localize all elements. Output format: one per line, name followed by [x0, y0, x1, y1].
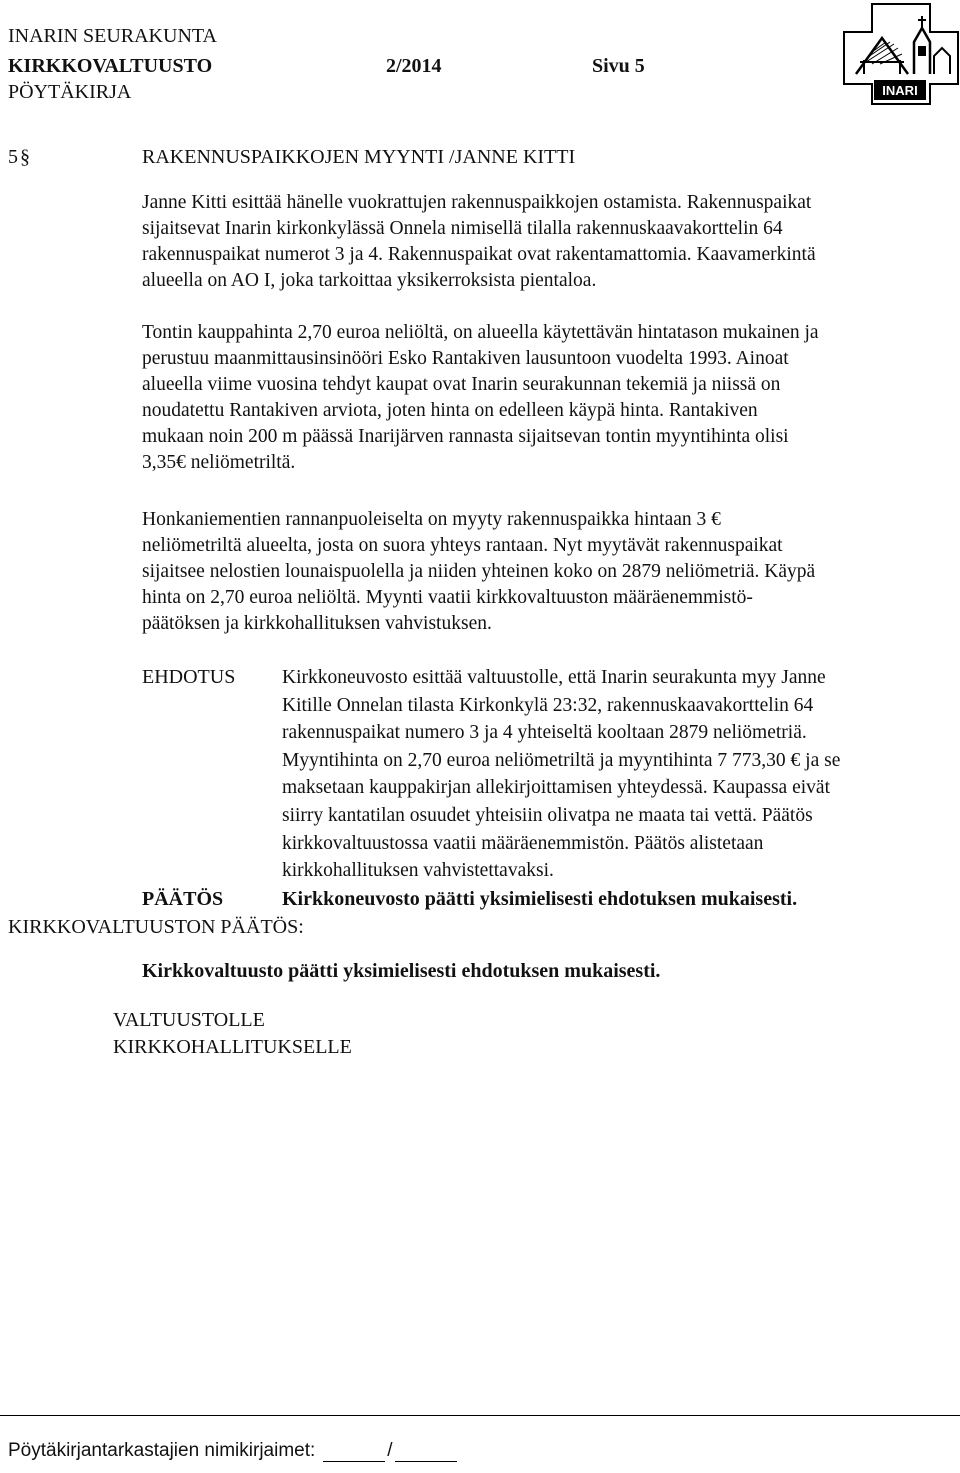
section-symbol: §	[20, 146, 30, 168]
text-line: päätöksen ja kirkkohallituksen vahvistuksen.	[142, 613, 492, 634]
text-line: Myyntihinta on 2,70 euroa neliömetriltä ja myyntihinta 7 773,30 € ja se	[282, 749, 841, 771]
paragraph-price	[142, 320, 942, 476]
body-name: KIRKKOVALTUUSTO	[8, 55, 213, 77]
text-line: kirkkovaltuustossa vaatii määräenemmistön. Päätös alistetaan	[282, 832, 764, 854]
initials-field-2[interactable]	[395, 1442, 457, 1462]
text-line: noudatettu Rantakiven arviota, joten hinta on edelleen käypä hinta. Rantakiven	[142, 400, 758, 421]
section-title: RAKENNUSPAIKKOJEN MYYNTI /JANNE KITTI	[142, 146, 576, 168]
proposal-text	[282, 664, 952, 885]
decision-text: Kirkkoneuvosto päätti yksimielisesti ehdotuksen mukaisesti.	[282, 888, 798, 910]
text-line: rakennuspaikat numero 3 ja 4 yhteiseltä kooltaan 2879 neliömetriä.	[282, 722, 807, 744]
footer-separator: /	[387, 1440, 393, 1461]
text-line: alueella viime vuosina tehdyt kaupat ovat Inarin seurakunnan tekemiä ja niissä on	[142, 374, 781, 395]
text-line: Kitille Onnelan tilasta Kirkonkylä 23:32, rakennuskaavakorttelin 64	[282, 694, 814, 716]
logo-label: INARI	[882, 83, 918, 98]
issue-number: 2/2014	[386, 55, 442, 77]
paragraph-intro	[142, 190, 942, 294]
org-name: INARIN SEURAKUNTA	[8, 25, 217, 47]
recipient-church-board: KIRKKOHALLITUKSELLE	[113, 1036, 352, 1058]
text-line: mukaan noin 200 m päässä Inarijärven rannasta sijaitsevan tontin myyntihinta olisi	[142, 426, 789, 447]
doc-type: PÖYTÄKIRJA	[8, 81, 132, 103]
recipient-council: VALTUUSTOLLE	[113, 1009, 265, 1031]
council-decision-text: Kirkkovaltuusto päätti yksimielisesti ehdotuksen mukaisesti.	[142, 960, 661, 982]
church-cross-logo	[842, 2, 960, 106]
proposal-label: EHDOTUS	[142, 666, 236, 688]
text-line: Kirkkoneuvosto esittää valtuustolle, että Inarin seurakunta myy Janne	[282, 667, 826, 688]
decision-label: PÄÄTÖS	[142, 888, 224, 910]
text-line: neliömetriltä alueelta, josta on suora yhteys rantaan. Nyt myytävät rakennuspaikat	[142, 535, 783, 556]
initials-field-1[interactable]	[323, 1442, 385, 1462]
text-line: sijaitsee nelostien lounaispuolella ja niiden yhteinen koko on 2879 neliömetriä. Käypä	[142, 561, 816, 582]
page-number: Sivu 5	[592, 55, 645, 77]
section-number: 5	[8, 146, 18, 168]
footer-initials	[8, 1440, 457, 1462]
text-line: maksetaan kauppakirjan allekirjoittamisen yhteydessä. Kaupassa eivät	[282, 777, 830, 799]
council-decision-label: KIRKKOVALTUUSTON PÄÄTÖS:	[8, 916, 304, 938]
text-line: siirry kantatilan osuudet yhteisiin olivatpa ne maata tai vettä. Päätös	[282, 804, 813, 826]
text-line: hinta on 2,70 euroa neliöltä. Myynti vaatii kirkkovaltuuston määräenemmistö-	[142, 587, 753, 608]
paragraph-comparison	[142, 507, 942, 637]
text-line: kirkkohallituksen vahvistettavaksi.	[282, 860, 554, 882]
text-line: alueella on AO I, joka tarkoittaa yksikerroksista pientaloa.	[142, 270, 597, 291]
text-line: rakennuspaikat numerot 3 ja 4. Rakennuspaikat ovat rakentamattomia. Kaavamerkintä	[142, 244, 816, 265]
text-line: Tontin kauppahinta 2,70 euroa neliöltä, on alueella käytettävän hintatason mukainen ja	[142, 322, 819, 343]
text-line: perustuu maanmittausinsinööri Esko Rantakiven lausuntoon vuodelta 1993. Ainoat	[142, 348, 789, 369]
text-line: Honkaniementien rannanpuoleiselta on myyty rakennuspaikka hintaan 3 €	[142, 509, 721, 530]
text-line: sijaitsevat Inarin kirkonkylässä Onnela nimisellä tilalla rakennuskaavakorttelin 64	[142, 218, 783, 239]
footer-divider	[0, 1415, 960, 1416]
text-line: Janne Kitti esittää hänelle vuokrattujen rakennuspaikkojen ostamista. Rakennuspaikat	[142, 192, 812, 213]
footer-label: Pöytäkirjantarkastajien nimikirjaimet:	[8, 1440, 316, 1461]
text-line: 3,35€ neliömetriltä.	[142, 452, 296, 473]
